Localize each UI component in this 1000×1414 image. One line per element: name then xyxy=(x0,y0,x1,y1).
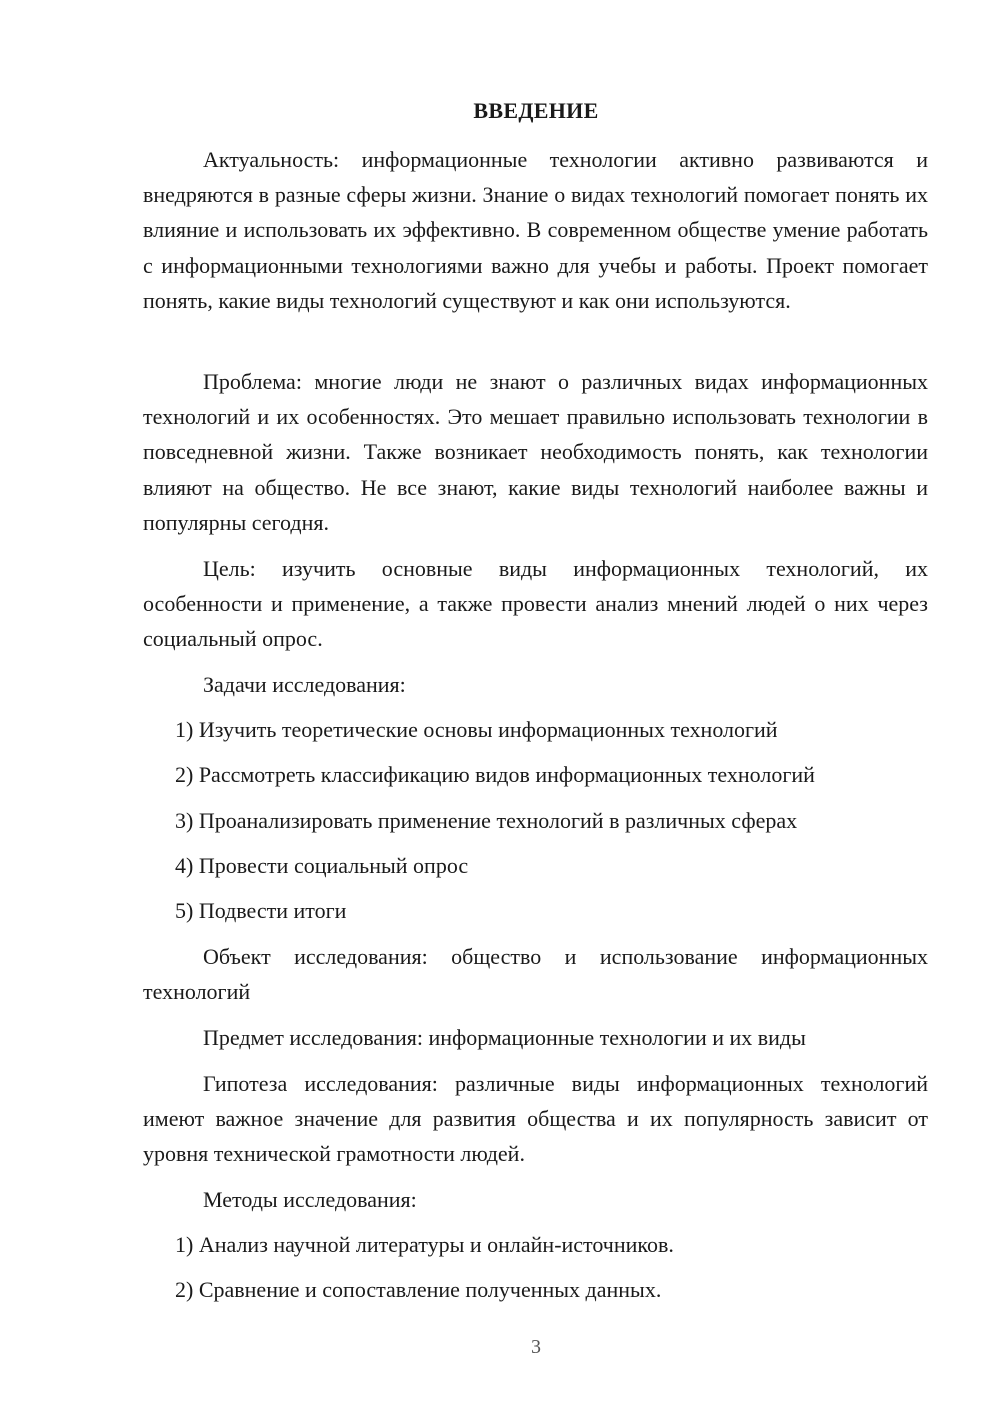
relevance-paragraph: Актуальность: информационные технологии активно развиваются и внедряются в разные сферы жизни. Знание о видах технологий помогает понять их влияние и использовать их эффективно. В современном обществе умение работать с информационными технологиями важно для учебы и работы. Проект помогает понять, какие виды технологий существуют и как они используются. xyxy=(143,147,928,313)
page-number: 3 xyxy=(531,1336,541,1358)
method-item: 1) Анализ научной литературы и онлайн-источников. xyxy=(175,1232,674,1257)
object-paragraph: Объект исследования: общество и использование информационных технологий xyxy=(143,944,928,1005)
tasks-heading: Задачи исследования: xyxy=(203,672,406,697)
task-item: 1) Изучить теоретические основы информационных технологий xyxy=(175,717,778,742)
problem-paragraph: Проблема: многие люди не знают о различных видах информационных технологий и их особенностях. Это мешает правильно использовать технологии в повседневной жизни. Также возникает необходимость понять, как технологии влияют на общество. Не все знают, какие виды технологий наиболее важны и популярны сегодня. xyxy=(143,369,928,535)
task-item: 3) Проанализировать применение технологий в различных сферах xyxy=(175,808,798,833)
page-title: ВВЕДЕНИЕ xyxy=(473,98,599,123)
task-item: 5) Подвести итоги xyxy=(175,898,347,923)
methods-heading: Методы исследования: xyxy=(203,1187,417,1212)
task-item: 2) Рассмотреть классификацию видов информационных технологий xyxy=(175,762,815,787)
task-item: 4) Провести социальный опрос xyxy=(175,853,469,878)
method-item: 2) Сравнение и сопоставление полученных данных. xyxy=(175,1277,662,1302)
hypothesis-paragraph: Гипотеза исследования: различные виды информационных технологий имеют важное значение для развития общества и их популярность зависит от уровня технической грамотности людей. xyxy=(143,1071,928,1167)
subject-paragraph: Предмет исследования: информационные технологии и их виды xyxy=(203,1025,806,1050)
goal-paragraph: Цель: изучить основные виды информационных технологий, их особенности и применение, а также провести анализ мнений людей о них через социальный опрос. xyxy=(143,556,928,652)
